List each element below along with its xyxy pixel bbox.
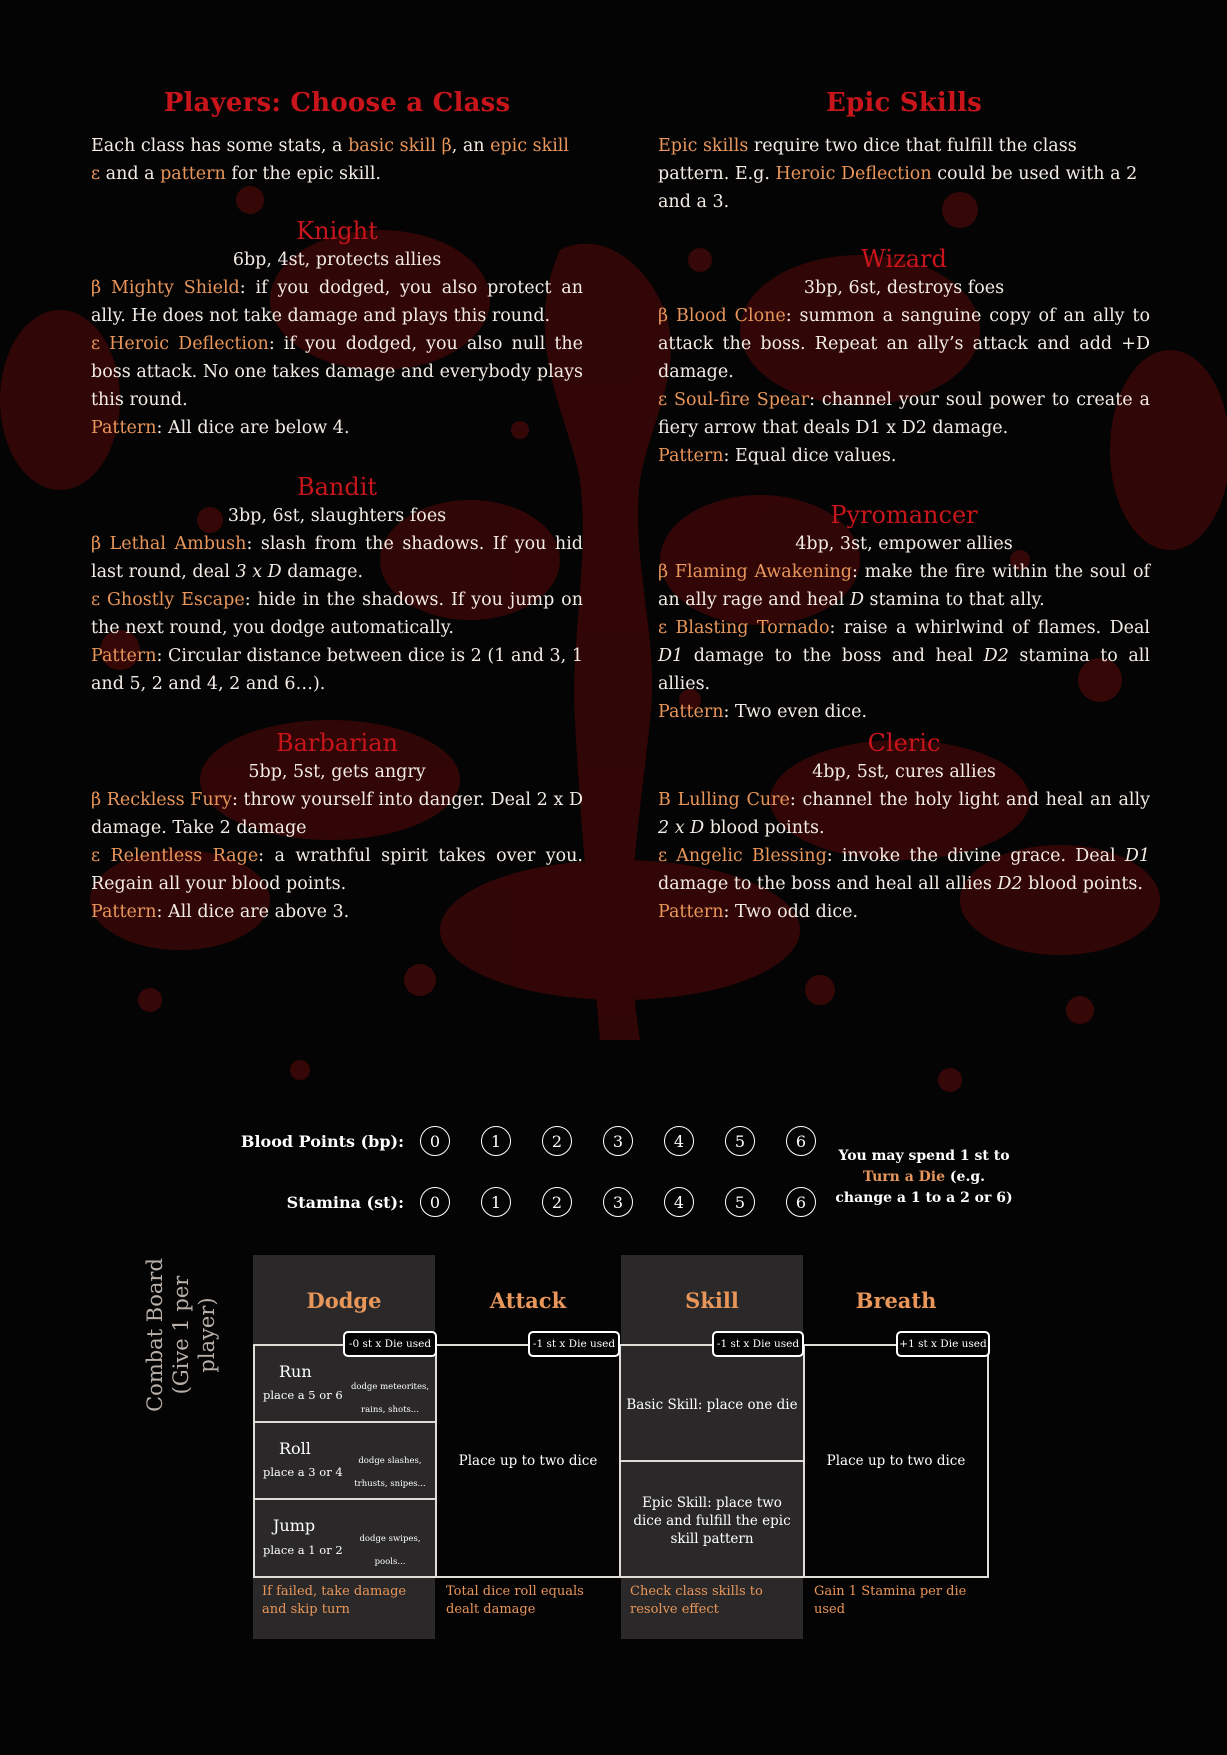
class-name: Pyromancer xyxy=(830,501,978,529)
dodge-row-desc: dodge slashes, trhusts, snipes... xyxy=(354,1456,426,1489)
class-stats: 3bp, 6st, slaughters foes xyxy=(227,506,447,526)
basic-skill: β Lethal Ambush: slash from the shadows. If you hid last round, deal 3 x D damage. xyxy=(91,534,583,582)
choose-class-title: Players: Choose a Class xyxy=(163,88,511,118)
class-stats: 6bp, 4st, protects allies xyxy=(232,250,442,270)
dodge-footer: If failed, take damage and skip turn xyxy=(262,1584,407,1617)
dodge-row-name: Roll xyxy=(279,1439,311,1458)
class-intro: Each class has some stats, a basic skill β, an epic skill ε and a pattern for the epic skill. xyxy=(91,136,570,184)
epic-skill: ε Ghostly Escape: hide in the shadows. If you jump on the next round, you dodge automatically. xyxy=(91,590,583,638)
class-wizard xyxy=(658,244,1150,470)
class-knight xyxy=(91,216,583,442)
class-name: Bandit xyxy=(296,473,378,501)
st-circle-4[interactable]: 4 xyxy=(664,1187,694,1217)
class-barbarian xyxy=(91,728,583,926)
epic-skill: ε Soul-fire Spear: channel your soul power to create a fiery arrow that deals D1 x D2 damage. xyxy=(658,390,1150,438)
breath-header: Breath xyxy=(855,1287,937,1313)
basic-skill: β Mighty Shield: if you dodged, you also protect an ally. He does not take damage and plays this round. xyxy=(91,278,583,326)
dodge-row-rule: place a 1 or 2 xyxy=(263,1543,343,1557)
skill-pattern: Pattern: Two odd dice. xyxy=(658,902,859,922)
class-name: Cleric xyxy=(867,729,941,757)
combat-board-title: Combat Board xyxy=(143,1258,167,1412)
bp-circle-6[interactable]: 6 xyxy=(786,1126,816,1156)
board-left-line xyxy=(253,1344,255,1578)
epic-skill: ε Relentless Rage: a wrathful spirit takes over you. Regain all your blood points. xyxy=(91,846,583,894)
class-bandit xyxy=(91,472,583,698)
left-column xyxy=(91,88,583,926)
attack-header: Attack xyxy=(489,1287,567,1313)
skill-row-line xyxy=(621,1460,805,1462)
bp-circle-3[interactable]: 3 xyxy=(603,1126,633,1156)
breath-footer: Gain 1 Stamina per die used xyxy=(814,1584,967,1617)
class-stats: 4bp, 3st, empower allies xyxy=(795,534,1013,554)
class-cleric xyxy=(658,728,1150,926)
st-circle-5[interactable]: 5 xyxy=(725,1187,755,1217)
turn-die-note: You may spend 1 st to Turn a Die (e.g. change a 1 to a 2 or 6) xyxy=(835,1148,1013,1206)
bp-circle-4[interactable]: 4 xyxy=(664,1126,694,1156)
dodge-row-name: Run xyxy=(279,1362,312,1381)
combat-board-subtitle: (Give 1 per player) xyxy=(169,1275,219,1395)
blood-points-label: Blood Points (bp): xyxy=(240,1131,404,1151)
epic-skill: ε Blasting Tornado: raise a whirlwind of flames. Deal D1 damage to the boss and heal D2 stamina to all allies. xyxy=(658,618,1151,694)
skill-pattern: Pattern: All dice are above 3. xyxy=(91,902,350,922)
skill-pattern: Pattern: All dice are below 4. xyxy=(91,418,350,438)
skill-cost-badge: -1 st x Die used xyxy=(712,1331,804,1357)
basic-skill: β Reckless Fury: throw yourself into danger. Deal 2 x D damage. Take 2 damage xyxy=(91,790,583,838)
attack-footer: Total dice roll equals dealt damage xyxy=(446,1584,584,1617)
combat-board-side-label xyxy=(142,1235,219,1435)
stamina-label: Stamina (st): xyxy=(286,1192,404,1212)
basic-skill-drop-zone[interactable]: Basic Skill: place one die xyxy=(626,1397,798,1413)
bp-circle-2[interactable]: 2 xyxy=(542,1126,572,1156)
epic-skills-title: Epic Skills xyxy=(825,88,983,118)
stamina-track xyxy=(240,1185,847,1219)
epic-skill: ε Heroic Deflection: if you dodged, you also null the boss attack. No one takes damage and everybody plays this round. xyxy=(91,334,583,410)
class-name: Knight xyxy=(296,217,378,245)
board-right-line xyxy=(987,1344,989,1578)
bp-circle-5[interactable]: 5 xyxy=(725,1126,755,1156)
class-stats: 4bp, 5st, cures allies xyxy=(812,762,996,782)
dodge-row-rule: place a 3 or 4 xyxy=(263,1465,343,1479)
skill-pattern: Pattern: Circular distance between dice is 2 (1 and 3, 1 and 5, 2 and 4, 2 and 6…). xyxy=(91,646,583,694)
breath-cost-badge: +1 st x Die used xyxy=(896,1331,990,1357)
dodge-row-name: Jump xyxy=(273,1516,316,1535)
st-circle-1[interactable]: 1 xyxy=(481,1187,511,1217)
attack-cost-badge: -1 st x Die used xyxy=(528,1331,620,1357)
combat-board xyxy=(253,1255,989,1639)
skill-pattern: Pattern: Equal dice values. xyxy=(658,446,897,466)
epic-skill-drop-zone[interactable]: Epic Skill: place two dice and fulfill the epic skill pattern xyxy=(633,1495,791,1547)
breath-drop-zone[interactable]: Place up to two dice xyxy=(826,1453,966,1469)
basic-skill: β Blood Clone: summon a sanguine copy of an ally to attack the boss. Repeat an ally’s attack and add +D damage. xyxy=(658,306,1151,382)
dodge-row-desc: dodge meteorites, rains, shots... xyxy=(350,1382,430,1415)
bp-circle-1[interactable]: 1 xyxy=(481,1126,511,1156)
st-circle-3[interactable]: 3 xyxy=(603,1187,633,1217)
st-circle-0[interactable]: 0 xyxy=(420,1187,450,1217)
class-pyromancer xyxy=(658,500,1150,726)
bp-circle-0[interactable]: 0 xyxy=(420,1126,450,1156)
class-stats: 5bp, 5st, gets angry xyxy=(248,762,426,782)
basic-skill: β Flaming Awakening: make the fire within the soul of an ally rage and heal D stamina to that ally. xyxy=(658,562,1150,610)
right-column xyxy=(658,88,1150,926)
dodge-row-rule: place a 5 or 6 xyxy=(263,1388,343,1402)
epic-skill: ε Angelic Blessing: invoke the divine grace. Deal D1 damage to the boss and heal all allies D2 blood points. xyxy=(658,846,1151,894)
dodge-cost-badge: -0 st x Die used xyxy=(343,1331,437,1357)
skill-pattern: Pattern: Two even dice. xyxy=(658,702,868,722)
dodge-header: Dodge xyxy=(306,1287,382,1313)
basic-skill: B Lulling Cure: channel the holy light and heal an ally 2 x D blood points. xyxy=(658,790,1150,838)
dodge-row-line-2 xyxy=(253,1498,437,1500)
attack-drop-zone[interactable]: Place up to two dice xyxy=(458,1453,598,1469)
board-bottom-line xyxy=(253,1576,989,1578)
class-name: Barbarian xyxy=(275,729,398,757)
blood-points-track xyxy=(240,1124,847,1158)
class-name: Wizard xyxy=(861,245,947,273)
epic-intro: Epic skills require two dice that fulfill the class pattern. E.g. Heroic Deflection could be used with a 2 and a 3. xyxy=(658,136,1138,212)
st-circle-6[interactable]: 6 xyxy=(786,1187,816,1217)
skill-footer: Check class skills to resolve effect xyxy=(630,1584,763,1617)
skill-header: Skill xyxy=(685,1287,739,1313)
class-stats: 3bp, 6st, destroys foes xyxy=(803,278,1005,298)
st-circle-2[interactable]: 2 xyxy=(542,1187,572,1217)
dodge-row-desc: dodge swipes, pools... xyxy=(359,1534,421,1567)
